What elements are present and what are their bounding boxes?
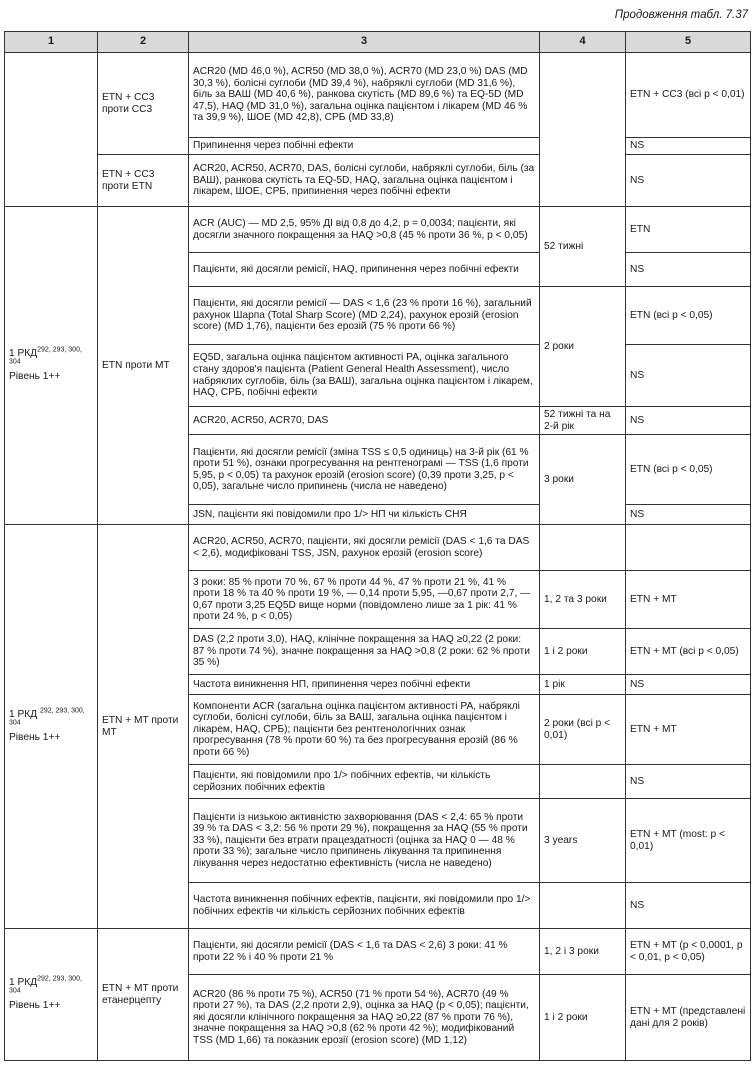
c3-cell: ACR20 (86 % проти 75 %), ACR50 (71 % проти 54 %), ACR70 (49 % проти 27 %), та DAS (2,2 проти 2,9), оцінка за HAQ (р < 0,05); пацієнти, які досягли клінічного покращення за HAQ ≥0,22 (87 % проти 76 %), значне покращення за HAQ >0,8 (62 % проти 42 %); модифікований TSS (MD 1,66) та показник ерозії (erosion score) (MD 1,12): [189, 975, 540, 1061]
study-type: 1 РКД: [9, 348, 38, 360]
c4-cell: 3 years: [540, 799, 626, 883]
c4-cell: 52 тижні та на 2-й рік: [540, 407, 626, 435]
c5-cell: NS: [626, 345, 751, 407]
study-type: 1 РКД: [9, 709, 40, 721]
c3-cell: ACR20, ACR50, ACR70, DAS, болісні суглоби, набряклі суглоби, біль (за ВАШ), ранкова скутість та EQ-5D, HAQ, загальна оцінка пацієнтом і лікарем, ШОЕ, СРБ, припинення через побічні ефекти: [189, 155, 540, 207]
c4-cell: [540, 525, 626, 571]
c5-cell: NS: [626, 138, 751, 155]
c3-cell: Пацієнти, які досягли ремісії (DAS < 1,6 та DAS < 2,6) 3 роки: 41 % проти 22 % і 40 % проти 21 %: [189, 929, 540, 975]
c5-cell: ETN + MT (всі р < 0,05): [626, 629, 751, 675]
c2-cell: ETN + CC3 проти ETN: [98, 155, 189, 207]
column-header: 2: [98, 32, 189, 53]
column-header: 1: [5, 32, 98, 53]
c5-cell: ETN (всі р < 0,05): [626, 435, 751, 505]
c5-cell: NS: [626, 155, 751, 207]
study-type: 1 РКД: [9, 977, 38, 989]
results-table: [4, 31, 751, 1061]
c4-cell: 1 і 2 роки: [540, 975, 626, 1061]
c2-cell: ETN + CC3 проти CC3: [98, 53, 189, 155]
column-header: 5: [626, 32, 751, 53]
c4-cell: [540, 765, 626, 799]
c5-cell: NS: [626, 675, 751, 695]
reference-numbers: 292, 293, 300, 304: [9, 346, 82, 366]
c5-cell: ETN + MT: [626, 695, 751, 765]
c5-cell: NS: [626, 407, 751, 435]
c4-cell: 3 роки: [540, 435, 626, 525]
c3-cell: Припинення через побічні ефекти: [189, 138, 540, 155]
table-row: [5, 525, 751, 571]
c3-cell: Пацієнти із низькою активністю захворювання (DAS < 2,4: 65 % проти 39 % та DAS < 3,2: 56 % проти 29 %), покращення за HAQ (55 % проти 33 %), пацієнти без втрати працездатності (оцінка за HAQ 0 — 48 % проти 33 %); загальне число припинень лікування та припинення лікування через недостатню ефективність (числа не наведено): [189, 799, 540, 883]
c3-cell: ACR20, ACR50, ACR70, DAS: [189, 407, 540, 435]
c3-cell: ACR (AUC) — MD 2,5, 95% ДІ від 0,8 до 4,2, p = 0,0034; пацієнти, які досягли значного покращення за HAQ >0,8 (45 % проти 36 %, p < 0,05): [189, 207, 540, 253]
c4-cell: [540, 53, 626, 207]
c3-cell: Частота виникнення НП, припинення через побічні ефекти: [189, 675, 540, 695]
c4-cell: 1 і 2 роки: [540, 629, 626, 675]
evidence-level: Рівень 1++: [9, 1000, 61, 1012]
c2-cell: ETN + MT проти MT: [98, 525, 189, 929]
table-row: [5, 155, 751, 207]
c3-cell: JSN, пацієнти які повідомили про 1/> НП чи кількість СНЯ: [189, 505, 540, 525]
c3-cell: Компоненти ACR (загальна оцінка пацієнтом активності РА, набряклі суглоби, болісні суглоби, біль за ВАШ, загальна оцінка пацієнтом і лікарем, HAQ, СРБ); пацієнти без рентгенологічних ознак прогресування (78 % проти 60 %) та без прогресування ерозій (86 % проти 66 %): [189, 695, 540, 765]
table-caption: Продовження табл. 7.37: [614, 9, 748, 21]
c4-cell: 52 тижні: [540, 207, 626, 287]
c1-cell: [5, 53, 98, 207]
c5-cell: NS: [626, 505, 751, 525]
table-body: [5, 53, 751, 1061]
c5-cell: ETN + MT (most: p < 0,01): [626, 799, 751, 883]
column-header: 3: [189, 32, 540, 53]
c5-cell: NS: [626, 765, 751, 799]
c3-cell: Пацієнти, які досягли ремісії — DAS < 1,6 (23 % проти 16 %), загальний рахунок Шарпа (Total Sharp Score) (MD 2,24), рахунок ерозій (erosion score) (MD 1,76), пацієнти без ерозій (75 % проти 66 %): [189, 287, 540, 345]
reference-numbers: 292, 293, 300, 304: [9, 975, 82, 995]
c4-cell: 1 рік: [540, 675, 626, 695]
c3-cell: Пацієнти, які досягли ремісії (зміна TSS ≤ 0,5 одиниць) на 3-й рік (61 % проти 51 %), ознаки прогресування на рентгенограмі — TSS (1,6 проти 5,95, p < 0,05) та рахунок ерозій (erosion score) (0,39 проти 3,25, p < 0,05), загальне число припинень (числа не наведено): [189, 435, 540, 505]
c5-cell: ETN: [626, 207, 751, 253]
c2-cell: ETN проти MT: [98, 207, 189, 525]
c3-cell: ACR20, ACR50, ACR70, пацієнти, які досягли ремісії (DAS < 1,6 та DAS < 2,6), модифіковані TSS, JSN, рахунок ерозій (erosion score): [189, 525, 540, 571]
c3-cell: EQ5D, загальна оцінка пацієнтом активності РА, оцінка загального стану здоров'я пацієнта (Patient General Health Assessment), число набряклих суглобів, біль (за ВАШ), загальна оцінка пацієнтом і лікарем, HAQ, СРБ, побічні ефекти: [189, 345, 540, 407]
c3-cell: ACR20 (MD 46,0 %), ACR50 (MD 38,0 %), ACR70 (MD 23,0 %) DAS (MD 30,3 %), болісні суглоби (MD 39,4 %), набряклі суглоби (MD 31,6 %), біль за ВАШ (MD 40,6 %), ранкова скутість (MD 89,6 %) та EQ-5D (MD 47,5), HAQ (MD 31,0 %), загальна оцінка пацієнтом і лікарем (MD 46 % та 39,9 %), ШОЕ (MD 42,8), СРБ (MD 33,8): [189, 53, 540, 138]
c5-cell: ETN + MT: [626, 571, 751, 629]
c4-cell: 2 роки (всі р < 0,01): [540, 695, 626, 765]
column-header: 4: [540, 32, 626, 53]
table-row: [5, 929, 751, 975]
c4-cell: [540, 883, 626, 929]
c3-cell: Частота виникнення побічних ефектів, пацієнти, які повідомили про 1/> побічних ефектів чи кількість серйозних побічних ефектів: [189, 883, 540, 929]
c4-cell: 1, 2 та 3 роки: [540, 571, 626, 629]
c1-cell: [5, 207, 98, 525]
c5-cell: ETN + MT (р < 0,0001, р < 0,01, р < 0,05): [626, 929, 751, 975]
c1-cell: [5, 929, 98, 1061]
c5-cell: ETN + MT (представлені дані для 2 років): [626, 975, 751, 1061]
c5-cell: NS: [626, 883, 751, 929]
c2-cell: ETN + MT проти етанерцепту: [98, 929, 189, 1061]
c4-cell: 1, 2 і 3 роки: [540, 929, 626, 975]
c5-cell: [626, 525, 751, 571]
c3-cell: 3 роки: 85 % проти 70 %, 67 % проти 44 %, 47 % проти 21 %, 41 % проти 18 % та 40 % проти 19 %, — 0,14 проти 5,95, —0,67 проти 2,7, —0,67 проти 3,25 EQ5D вище норми (повідомлено лише за 1 рік: 41 % проти 24 %, p < 0,05): [189, 571, 540, 629]
c1-cell: [5, 525, 98, 929]
c3-cell: DAS (2,2 проти 3,0), HAQ, клінічне покращення за HAQ ≥0,22 (2 роки: 87 % проти 74 %), значне покращення за HAQ >0,8 (2 роки: 62 % проти 35 %): [189, 629, 540, 675]
reference-numbers: 292, 293, 300, 304: [9, 707, 85, 727]
table-row: [5, 53, 751, 138]
c4-cell: 2 роки: [540, 287, 626, 407]
c3-cell: Пацієнти, які повідомили про 1/> побічних ефектів, чи кількість серйозних побічних ефектів: [189, 765, 540, 799]
c5-cell: ETN (всі р < 0,05): [626, 287, 751, 345]
c5-cell: ETN + CC3 (всі р < 0,01): [626, 53, 751, 138]
c5-cell: NS: [626, 253, 751, 287]
evidence-level: Рівень 1++: [9, 732, 61, 744]
header-row: [5, 32, 751, 53]
c3-cell: Пацієнти, які досягли ремісії, HAQ, припинення через побічні ефекти: [189, 253, 540, 287]
table-row: [5, 207, 751, 253]
evidence-level: Рівень 1++: [9, 371, 61, 383]
